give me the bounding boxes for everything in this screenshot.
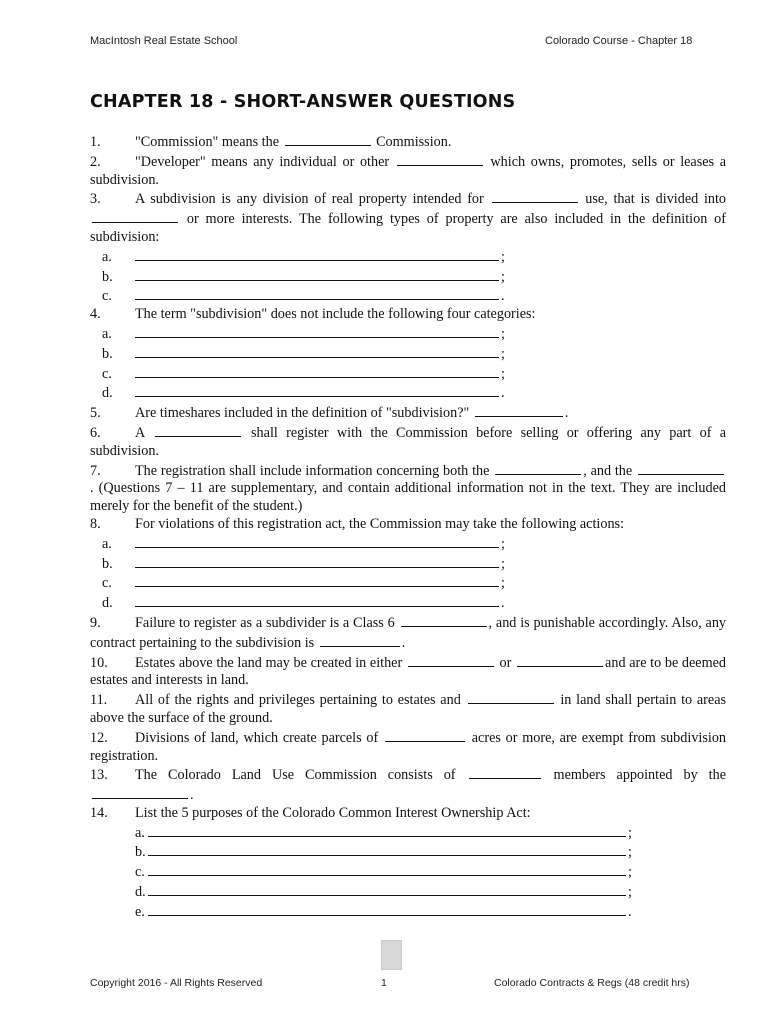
question-number: 6. (90, 424, 101, 441)
answer-blank[interactable] (148, 862, 626, 876)
item-letter: c. (135, 864, 145, 881)
footer-copyright: Copyright 2016 - All Rights Reserved (90, 977, 263, 989)
question-text: Are timeshares included in the definition of "subdivision?" (135, 405, 470, 422)
answer-blank[interactable] (148, 902, 626, 916)
line-punctuation: ; (501, 345, 505, 362)
question-text: shall register with the Commission before selling or offering any part of a subdivision. (90, 424, 727, 459)
question-2 (90, 152, 726, 190)
answer-blank[interactable] (135, 573, 499, 587)
question-number: 8. (90, 515, 101, 532)
sub-answer-line (90, 247, 726, 267)
line-punctuation: ; (501, 555, 505, 572)
line-punctuation: ; (628, 844, 632, 861)
sub-answer-line (90, 534, 726, 554)
answer-blank[interactable] (320, 633, 400, 647)
question-number: 7. (90, 462, 101, 479)
question-7 (90, 461, 726, 516)
question-number: 13. (90, 767, 108, 784)
answer-blank[interactable] (397, 152, 483, 166)
item-letter: a. (135, 824, 145, 841)
line-punctuation: ; (501, 268, 505, 285)
item-letter: b. (135, 844, 146, 861)
sub-answer-line (90, 344, 726, 364)
question-text: and are to be deemed estates and interests in land. (90, 654, 727, 689)
question-text: All of the rights and privileges pertaining to estates and (135, 692, 461, 709)
question-number: 4. (90, 306, 101, 323)
question-number: 9. (90, 614, 101, 631)
question-text: "Commission" means the (135, 134, 279, 150)
question-1 (90, 132, 726, 152)
question-10 (90, 653, 726, 691)
line-punctuation: . (501, 385, 505, 402)
answer-blank[interactable] (469, 765, 541, 779)
answer-blank[interactable] (92, 209, 178, 223)
question-text: Failure to register as a subdivider is a Class 6 (135, 614, 395, 631)
question-text: in land shall pertain to areas above the surface of the ground. (90, 692, 727, 726)
answer-blank[interactable] (285, 132, 371, 146)
answer-blank[interactable] (135, 286, 499, 300)
line-punctuation: . (628, 903, 632, 920)
sub-answer-line (90, 554, 726, 574)
question-text: The term "subdivision" does not include the following four categories: (135, 306, 536, 323)
answer-blank[interactable] (492, 189, 578, 203)
question-text: A subdivision is any division of real property intended for (135, 191, 484, 208)
question-number: 3. (90, 191, 101, 208)
footer-page-number: 1 (381, 977, 387, 989)
line-punctuation: ; (628, 824, 632, 841)
answer-blank[interactable] (638, 461, 724, 475)
question-number: 10. (90, 654, 108, 671)
item-letter: b. (102, 555, 113, 572)
answer-blank[interactable] (135, 593, 499, 607)
questions-body (90, 132, 726, 922)
item-letter: e. (135, 903, 145, 920)
question-text: Estates above the land may be created in either (135, 654, 403, 671)
page-title: CHAPTER 18 - SHORT-ANSWER QUESTIONS (90, 92, 516, 112)
line-punctuation: ; (628, 864, 632, 881)
header-course-chapter: Colorado Course - Chapter 18 (545, 35, 693, 47)
answer-blank[interactable] (135, 364, 499, 378)
sub-answer-line (90, 573, 726, 593)
answer-blank[interactable] (135, 267, 499, 281)
question-6 (90, 423, 726, 461)
question-number: 1. (90, 134, 101, 150)
question-13 (90, 765, 726, 805)
line-punctuation: ; (501, 535, 505, 552)
line-punctuation: ; (501, 575, 505, 592)
answer-blank[interactable] (495, 461, 581, 475)
question-9 (90, 613, 726, 653)
answer-blank[interactable] (135, 554, 499, 568)
item-letter: b. (102, 345, 113, 362)
header-school-name: MacIntosh Real Estate School (90, 35, 238, 47)
answer-blank[interactable] (155, 423, 241, 437)
question-text: members appointed by the (553, 767, 726, 784)
answer-blank[interactable] (148, 882, 626, 896)
question-text: or (499, 654, 512, 671)
question-4 (90, 306, 726, 324)
answer-blank[interactable] (517, 653, 603, 667)
question-text: Commission. (376, 134, 452, 150)
sub-answer-line (90, 882, 726, 902)
question-text: . (Questions 7 – 11 are supplementary, and contain additional information not in the text. They are included merely for the benefit of the student.) (90, 480, 726, 515)
question-text: . (564, 405, 569, 422)
answer-blank[interactable] (401, 613, 487, 627)
question-text: The Colorado Land Use Commission consists of (135, 767, 456, 784)
item-letter: d. (102, 595, 113, 612)
question-number: 11. (90, 692, 108, 709)
question-3 (90, 189, 726, 246)
question-text: For violations of this registration act, the Commission may take the following actions: (135, 515, 625, 532)
answer-blank[interactable] (475, 403, 563, 417)
question-text: use, that is divided into (585, 191, 727, 208)
line-punctuation: ; (628, 884, 632, 901)
footer-course-title: Colorado Contracts & Regs (48 credit hrs) (494, 977, 690, 989)
page-scroll-marker (381, 940, 402, 970)
item-letter: c. (102, 288, 112, 305)
question-text: Divisions of land, which create parcels of (135, 729, 379, 746)
item-letter: a. (102, 535, 112, 552)
item-letter: a. (102, 248, 112, 265)
question-text: , and is punishable accordingly. Also, any contract pertaining to the subdivision is (90, 614, 727, 651)
sub-answer-line (90, 862, 726, 882)
answer-blank[interactable] (148, 842, 626, 856)
answer-blank[interactable] (135, 324, 499, 338)
item-letter: b. (102, 268, 113, 285)
sub-answer-line (90, 364, 726, 384)
sub-answer-line (90, 324, 726, 344)
answer-blank[interactable] (135, 344, 499, 358)
answer-blank[interactable] (135, 383, 499, 397)
answer-blank[interactable] (408, 653, 494, 667)
answer-blank[interactable] (92, 785, 188, 799)
question-11 (90, 690, 726, 728)
question-text: A (135, 424, 145, 441)
question-number: 2. (90, 153, 101, 170)
line-punctuation: ; (501, 248, 505, 265)
item-letter: a. (102, 325, 112, 342)
question-14 (90, 805, 726, 823)
sub-answer-line (90, 383, 726, 403)
question-text: The registration shall include information concerning both the (135, 462, 490, 479)
sub-answer-line (90, 842, 726, 862)
question-5 (90, 403, 726, 423)
question-text: , and the (583, 462, 633, 479)
answer-blank[interactable] (385, 728, 465, 742)
item-letter: d. (102, 385, 113, 402)
question-text: . (190, 787, 194, 804)
item-letter: d. (135, 884, 146, 901)
question-8 (90, 516, 726, 534)
item-letter: c. (102, 365, 112, 382)
question-text: "Developer" means any individual or other (135, 153, 390, 170)
item-letter: c. (102, 575, 112, 592)
line-punctuation: . (501, 288, 505, 305)
sub-answer-line (90, 902, 726, 922)
line-punctuation: ; (501, 365, 505, 382)
line-punctuation: ; (501, 325, 505, 342)
answer-blank[interactable] (468, 690, 554, 704)
question-text: . (401, 634, 406, 651)
question-12 (90, 728, 726, 766)
question-text: or more interests. The following types of property are also included in the definition of subdivision: (90, 211, 726, 245)
question-number: 14. (90, 804, 108, 821)
line-punctuation: . (501, 595, 505, 612)
question-text: acres or more, are exempt from subdivision registration. (90, 729, 727, 764)
answer-blank[interactable] (135, 247, 499, 261)
question-text: which owns, promotes, sells or leases a subdivision. (90, 153, 727, 188)
question-number: 5. (90, 405, 101, 422)
question-number: 12. (90, 729, 108, 746)
answer-blank[interactable] (148, 823, 626, 837)
question-text: List the 5 purposes of the Colorado Common Interest Ownership Act: (135, 804, 531, 821)
sub-answer-line (90, 286, 726, 306)
sub-answer-line (90, 823, 726, 843)
sub-answer-line (90, 267, 726, 287)
sub-answer-line (90, 593, 726, 613)
answer-blank[interactable] (135, 534, 499, 548)
